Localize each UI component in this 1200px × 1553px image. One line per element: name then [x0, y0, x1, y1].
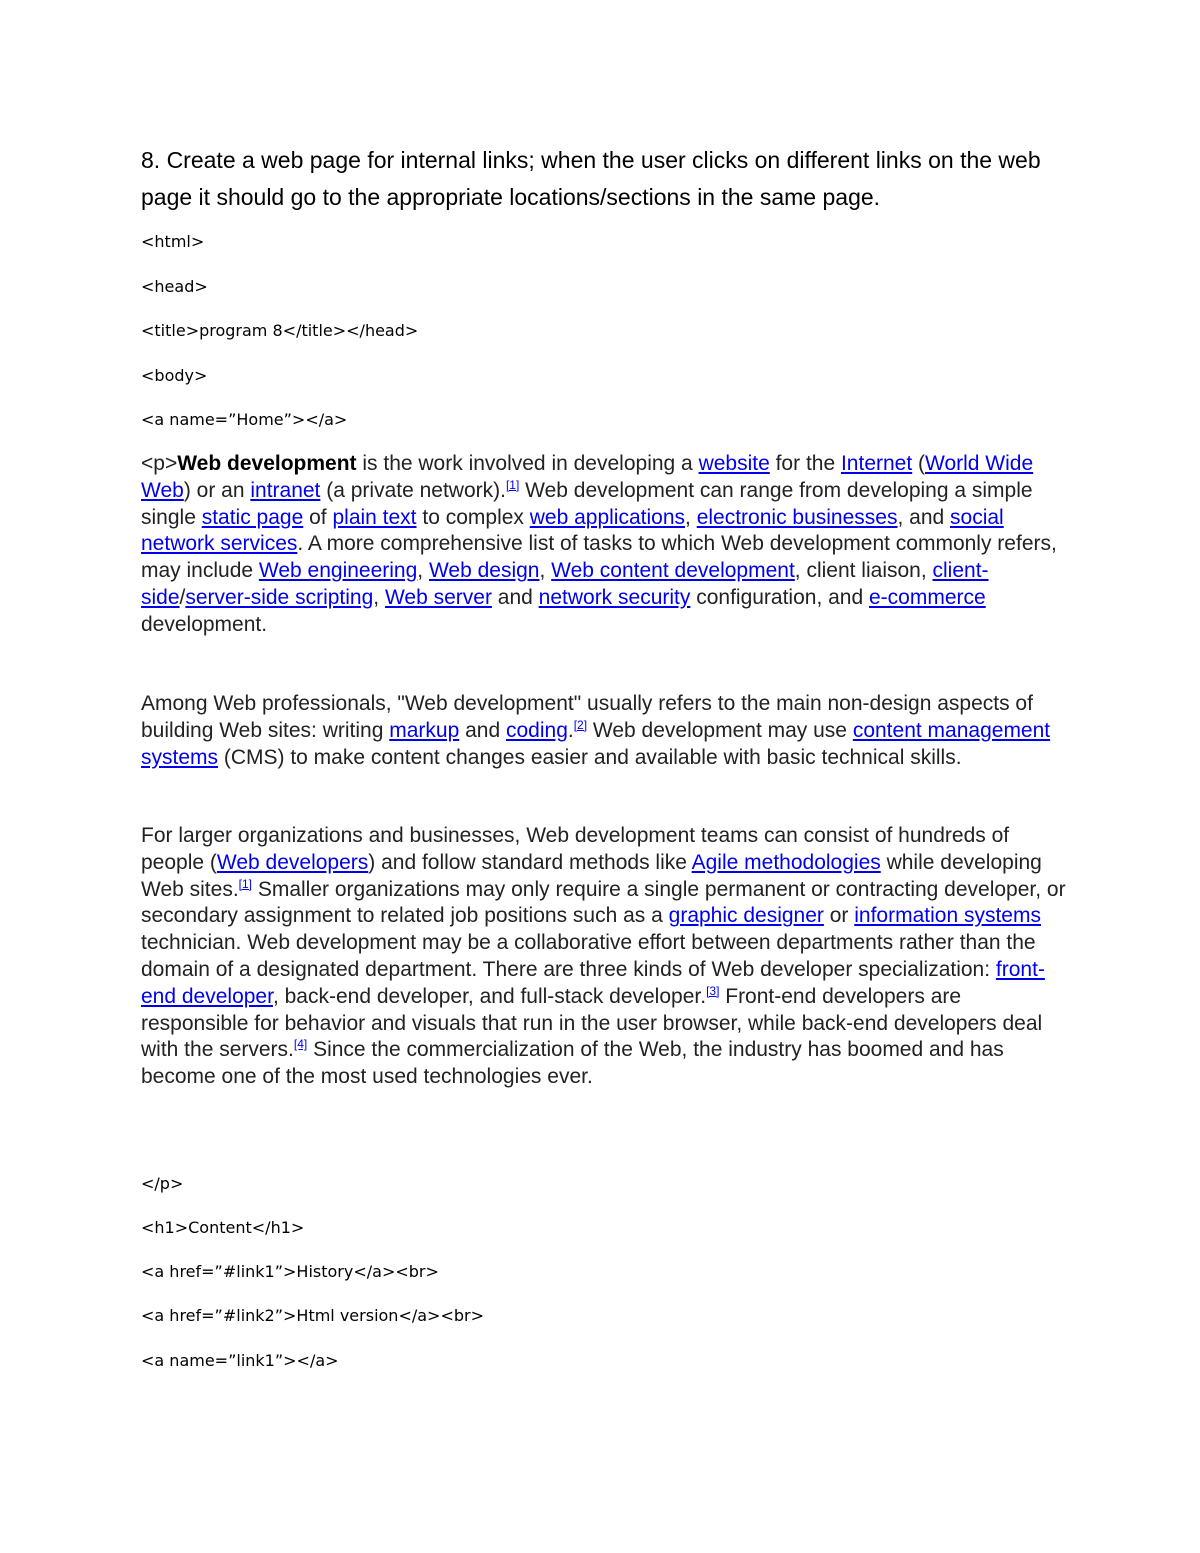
paragraph-web-development: <p>Web development is the work involved in developing a website for the Internet (World Wide Web) or an intranet (a private network).[1] Web development can range from developing a simple single static page of plain text to complex web applications, electronic businesses, and social network services. A more comprehensive list of tasks to which Web development commonly refers, may include Web engineering, Web design, Web content development, client liaison, client-side/server-side scripting, Web server and network security configuration, and e-commerce development.: [141, 452, 1057, 636]
link-web-applications[interactable]: web applications: [529, 505, 686, 529]
link-content-management-systems[interactable]: content management systems: [141, 718, 1051, 769]
bold-term: Web development: [177, 452, 357, 475]
code-line-html: <html>: [141, 232, 205, 251]
link-web-engineering[interactable]: Web engineering: [258, 559, 418, 583]
link-web-developers[interactable]: Web developers: [216, 850, 369, 874]
code-line-body: <body>: [141, 366, 208, 385]
link-static-page[interactable]: static page: [201, 505, 304, 529]
link-web-content-development[interactable]: Web content development: [551, 559, 795, 583]
code-line-head: <head>: [141, 277, 208, 296]
link-e-commerce[interactable]: e-commerce: [869, 585, 986, 609]
code-line-p-close: </p>: [141, 1174, 184, 1193]
link-network-security[interactable]: network security: [538, 585, 691, 609]
link-agile-methodologies[interactable]: Agile methodologies: [691, 850, 881, 874]
code-line-href-link2: <a href=”#link2”>Html version</a><br>: [141, 1306, 484, 1325]
link-intranet[interactable]: intranet: [250, 478, 321, 502]
link-website[interactable]: website: [698, 452, 770, 475]
reference-3[interactable]: [3]: [706, 983, 720, 998]
link-world-wide-web[interactable]: World Wide Web: [141, 452, 1034, 502]
code-line-title: <title>program 8</title></head>: [141, 321, 419, 340]
code-line-h1-content: <h1>Content</h1>: [141, 1218, 305, 1237]
reference-1[interactable]: [1]: [505, 477, 520, 492]
link-graphic-designer[interactable]: graphic designer: [668, 904, 824, 928]
question-heading: 8. Create a web page for internal links; when the user clicks on different links on the web page it should go to the appropriate locations/sections in the same page.: [141, 147, 1041, 210]
link-front-end-developer[interactable]: front-end developer: [141, 957, 1045, 1008]
link-server-side-scripting[interactable]: server-side scripting: [185, 585, 374, 609]
link-plain-text[interactable]: plain text: [332, 505, 417, 529]
link-web-design[interactable]: Web design: [428, 559, 540, 583]
paragraph-web-professionals: Among Web professionals, "Web development" usually refers to the main non-design aspects of building Web sites: writing markup and coding.[2] Web development may use content management systems (CMS) to make content changes easier and available with basic technical skills.: [141, 692, 1051, 769]
link-web-server[interactable]: Web server: [384, 585, 492, 609]
link-markup[interactable]: markup: [389, 718, 460, 742]
link-client-side[interactable]: client-side: [141, 559, 989, 609]
reference-4[interactable]: [4]: [293, 1037, 308, 1052]
link-social-network-services[interactable]: social network services: [141, 505, 1004, 556]
link-internet[interactable]: Internet: [840, 452, 913, 475]
link-information-systems[interactable]: information systems: [854, 904, 1041, 928]
link-electronic-businesses[interactable]: electronic businesses: [696, 505, 898, 529]
reference-1b[interactable]: [1]: [238, 876, 252, 891]
reference-2[interactable]: [2]: [573, 717, 588, 732]
link-coding[interactable]: coding: [505, 718, 568, 742]
code-line-anchor-home: <a name=”Home”></a>: [141, 410, 348, 429]
paragraph-larger-organizations: For larger organizations and businesses, Web development teams can consist of hundreds of people (Web developers) and follow standard methods like Agile methodologies while developing Web sites.[1] Smaller organizations may only require a single permanent or contracting developer, or secondary assignment to related job positions such as a graphic designer or information systems technician. Web development may be a collaborative effort between departments rather than the domain of a designated department. There are three kinds of Web developer specialization: front-end developer, back-end developer, and full-stack developer.[3] Front-end developers are responsible for behavior and visuals that run in the user browser, while back-end developers deal with the servers.[4] Since the commercialization of the Web, the industry has boomed and has become one of the most used technologies ever.: [141, 824, 1066, 1089]
code-line-anchor-link1: <a name=”link1”></a>: [141, 1351, 339, 1370]
p-open-tag: <p>: [141, 452, 178, 475]
code-line-href-link1: <a href=”#link1”>History</a><br>: [141, 1262, 439, 1281]
